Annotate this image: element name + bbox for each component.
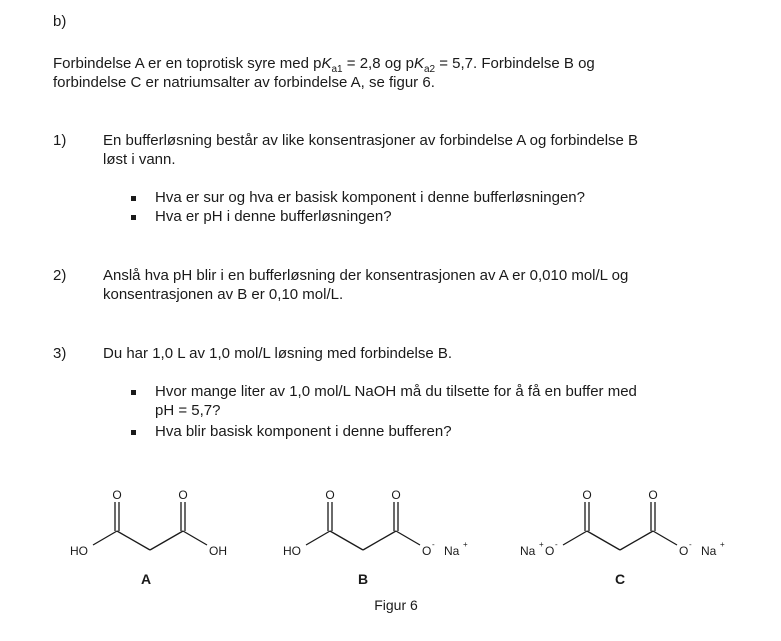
intro-text-b: = 2,8 og p (342, 55, 414, 72)
atom-oh: OH (209, 544, 227, 558)
atom-ho: HO (70, 544, 88, 558)
ka2-subscript: a2 (423, 64, 436, 75)
question-2-number: 2) (53, 267, 67, 284)
atom-o: O (391, 488, 401, 502)
question-2-line-2: konsentrasjonen av B er 0,10 mol/L. (103, 286, 344, 303)
atom-na: Na (444, 544, 460, 558)
question-3-bullet-2: Hva blir basisk komponent i denne bufferen? (155, 423, 452, 440)
bullet-marker (131, 430, 136, 435)
bullet-marker (131, 196, 136, 201)
question-1-bullet-1: Hva er sur og hva er basisk komponent i denne bufferløsningen? (155, 189, 585, 206)
intro-text-a: Forbindelse A er en toprotisk syre med p (53, 55, 322, 72)
question-3-bullet-1-line-1: Hvor mange liter av 1,0 mol/L NaOH må du tilsette for å få en buffer med (155, 383, 637, 400)
question-3-number: 3) (53, 345, 67, 362)
atom-o: O (648, 488, 658, 502)
label-c: C (614, 571, 626, 587)
atom-na: Na (520, 544, 536, 558)
minus-sign: - (689, 540, 692, 549)
bullet-marker (131, 215, 136, 220)
plus-sign: + (720, 540, 725, 549)
intro-line-2: forbindelse C er natriumsalter av forbindelse A, se figur 6. (53, 74, 435, 91)
figure-caption: Figur 6 (374, 597, 418, 613)
question-3-bullet-1-line-2: pH = 5,7? (155, 402, 221, 419)
ka1-subscript: a1 (331, 64, 343, 75)
ka1-symbol: K (321, 55, 332, 72)
question-1-number: 1) (53, 132, 67, 149)
intro-text-c: = 5,7. Forbindelse B og (435, 55, 595, 72)
atom-o-anion: O (422, 544, 432, 558)
question-1-bullet-2: Hva er pH i denne bufferløsningen? (155, 208, 392, 225)
atom-o: O (178, 488, 188, 502)
question-1-line-1: En bufferløsning består av like konsentrasjoner av forbindelse A og forbindelse B (103, 132, 639, 149)
question-2-line-1: Anslå hva pH blir i en bufferløsning der konsentrasjonen av A er 0,010 mol/L og (103, 267, 629, 284)
molecule-a (93, 502, 207, 550)
atom-na: Na (701, 544, 717, 558)
label-a: A (140, 571, 152, 587)
atom-o-anion: O (679, 544, 689, 558)
atom-o: O (112, 488, 122, 502)
bullet-marker (131, 390, 136, 395)
atom-o: O (582, 488, 592, 502)
minus-sign: - (555, 540, 558, 549)
label-b: B (357, 571, 369, 587)
atom-o: O (325, 488, 335, 502)
figure-6 (0, 470, 781, 641)
molecule-b (306, 502, 420, 550)
atom-o-anion: O (545, 544, 555, 558)
plus-sign: + (463, 540, 468, 549)
plus-sign: + (539, 540, 544, 549)
ka2-symbol: K (413, 55, 424, 72)
question-1-line-2: løst i vann. (103, 151, 176, 168)
minus-sign: - (432, 540, 435, 549)
molecule-c (563, 502, 677, 550)
part-label: b) (53, 13, 67, 30)
atom-ho: HO (283, 544, 301, 558)
question-3-line-1: Du har 1,0 L av 1,0 mol/L løsning med forbindelse B. (103, 345, 453, 362)
